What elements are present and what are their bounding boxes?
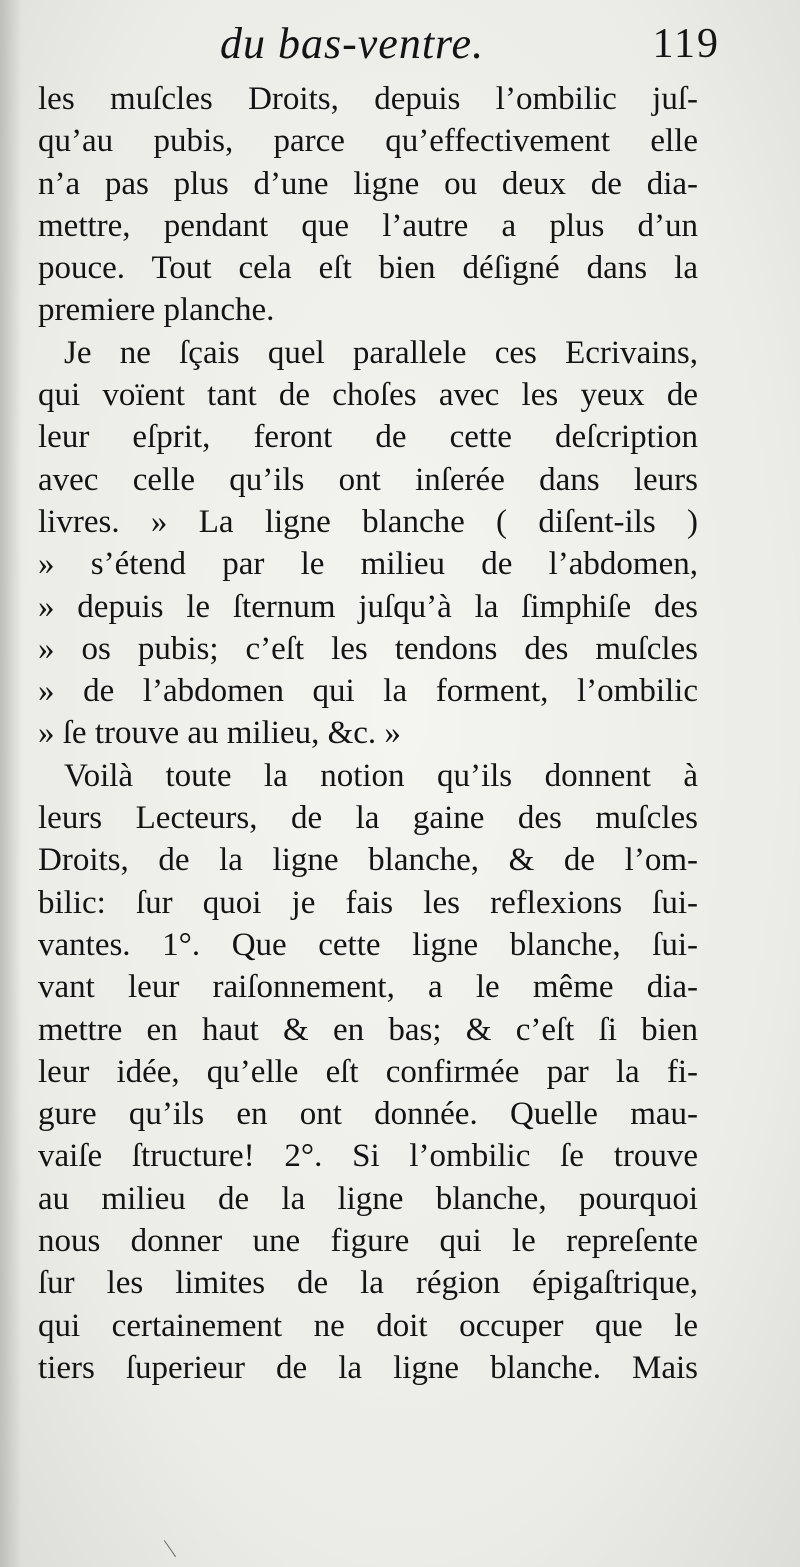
- text-line: » depuis le ſternum juſqu’à la ſimphiſe des: [38, 588, 698, 625]
- text-line: » s’étend par le milieu de l’abdomen,: [38, 546, 698, 583]
- text-line: Droits, de la ligne blanche, & de l’om-: [38, 842, 698, 879]
- gutter-shadow: [0, 0, 22, 1567]
- text-line: leur eſprit, feront de cette deſcription: [38, 419, 698, 456]
- text-line: leurs Lecteurs, de la gaine des muſcles: [38, 800, 698, 837]
- body-text: [38, 78, 698, 1389]
- text-line: » os pubis; c’eſt les tendons des muſcles: [38, 630, 698, 667]
- text-line: premiere planche.: [38, 292, 275, 329]
- text-line: les muſcles Droits, depuis l’ombilic juſ-: [38, 81, 698, 117]
- text-line: vantes. 1°. Que cette ligne blanche, ſui-: [38, 926, 698, 963]
- text-line: gure qu’ils en ont donnée. Quelle mau-: [38, 1096, 698, 1133]
- text-line: Voilà toute la notion qu’ils donnent à: [64, 757, 698, 794]
- text-line: n’a pas plus d’une ligne ou deux de dia-: [38, 165, 698, 202]
- text-line: qu’au pubis, parce qu’effectivement elle: [38, 123, 698, 160]
- text-line: vaiſe ſtructure! 2°. Si l’ombilic ſe trouve: [38, 1138, 698, 1175]
- text-line: qui certainement ne doit occuper que le: [38, 1307, 698, 1344]
- text-line: » ſe trouve au milieu, &c. »: [38, 715, 401, 752]
- text-line: pouce. Tout cela eſt bien déſigné dans la: [38, 250, 698, 287]
- text-line: au milieu de la ligne blanche, pourquoi: [38, 1180, 698, 1217]
- page-header: [38, 18, 720, 80]
- text-line: tiers ſuperieur de la ligne blanche. Mais: [38, 1349, 698, 1386]
- text-line: leur idée, qu’elle eſt confirmée par la fi-: [38, 1053, 698, 1090]
- running-title: du bas-ventre.: [220, 19, 485, 68]
- text-line: qui voïent tant de choſes avec les yeux de: [38, 377, 698, 414]
- text-line: livres. » La ligne blanche ( diſent-ils ): [38, 503, 698, 540]
- text-line: mettre, pendant que l’autre a plus d’un: [38, 207, 698, 244]
- text-line: ſur les limites de la région épigaſtrique,: [38, 1265, 698, 1302]
- page-mark: [164, 1531, 189, 1557]
- text-line: vant leur raiſonnement, a le même dia-: [38, 969, 698, 1006]
- text-line: bilic: ſur quoi je fais les reflexions ſui-: [38, 884, 698, 921]
- text-line: nous donner une figure qui le repreſente: [38, 1223, 698, 1260]
- text-line: mettre en haut & en bas; & c’eſt ſi bien: [38, 1011, 698, 1048]
- text-line: Je ne ſçais quel parallele ces Ecrivains,: [64, 334, 698, 371]
- text-line: avec celle qu’ils ont inſerée dans leurs: [38, 461, 698, 498]
- page-number: 119: [652, 21, 720, 67]
- text-line: » de l’abdomen qui la forment, l’ombilic: [38, 673, 698, 710]
